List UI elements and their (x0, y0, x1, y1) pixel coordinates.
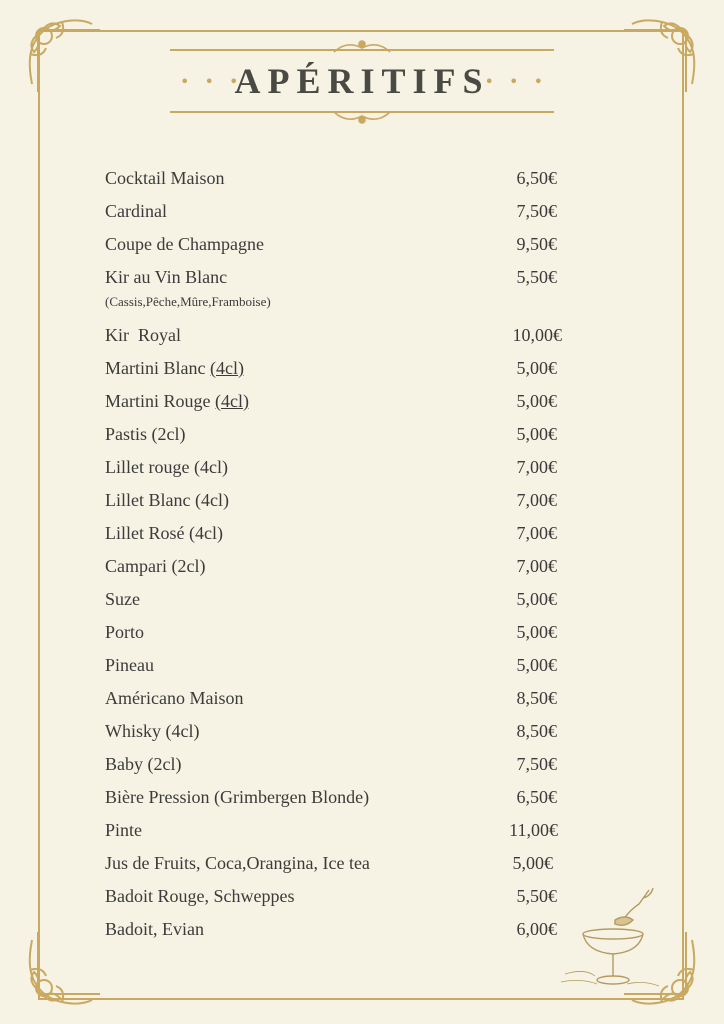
item-price: 5,50€ (516, 267, 557, 287)
item-price: 11,00€ (509, 820, 558, 840)
item-note: (Cassis,Pêche,Mûre,Framboise) (105, 294, 271, 309)
menu-item (105, 166, 565, 199)
item-name-wrap (105, 358, 244, 379)
item-name-wrap (105, 391, 249, 412)
item-price: 7,00€ (516, 523, 557, 543)
menu-item (105, 818, 565, 851)
item-name: Campari (2cl) (105, 556, 206, 576)
title-dots-left: • • • (180, 72, 244, 91)
menu-item (105, 587, 565, 620)
item-price: 8,50€ (516, 688, 557, 708)
item-price: 5,00€ (516, 655, 557, 675)
menu-item (105, 356, 565, 389)
menu-item (105, 653, 565, 686)
menu-item (105, 455, 565, 488)
menu-item (105, 554, 565, 587)
item-price: 5,00€ (516, 391, 557, 411)
corner-ornament-icon (22, 14, 102, 94)
menu-item (105, 719, 565, 752)
item-price: 6,50€ (516, 168, 557, 188)
item-name: Pinte (105, 820, 143, 840)
menu-item (105, 884, 565, 917)
item-price: 5,00€ (516, 622, 557, 642)
item-price: 7,00€ (516, 490, 557, 510)
item-price: 6,00€ (516, 919, 557, 939)
item-name: Jus de Fruits, Coca,Orangina, Ice tea (105, 853, 370, 873)
item-name: Baby (2cl) (105, 754, 182, 774)
item-price: 5,00€ (516, 424, 557, 444)
item-size: (4cl) (209, 358, 244, 378)
menu-item (105, 199, 565, 232)
item-price: 10,00€ (512, 325, 562, 345)
item-name: Lillet Blanc (4cl) (105, 490, 229, 510)
item-price: 5,00€ (516, 358, 557, 378)
flourish-icon (332, 108, 392, 126)
item-price: 5,00€ (512, 853, 553, 873)
item-price: 5,50€ (516, 886, 557, 906)
item-name: Suze (105, 589, 140, 609)
menu-item (105, 232, 565, 265)
menu-item (105, 620, 565, 653)
title-block (170, 38, 554, 126)
corner-ornament-icon (22, 930, 102, 1010)
item-size: (4cl) (215, 391, 249, 411)
item-price: 7,50€ (516, 754, 557, 774)
item-name: Porto (105, 622, 145, 642)
flourish-icon (332, 38, 392, 56)
menu-list (105, 166, 565, 950)
menu-item (105, 785, 565, 818)
item-name: Pineau (105, 655, 154, 675)
page-title: APÉRITIFS (234, 61, 490, 101)
item-name: Coupe de Champagne (105, 234, 264, 254)
menu-item (105, 752, 565, 785)
item-name: Badoit Rouge, Schweppes (105, 886, 295, 906)
menu-item (105, 323, 565, 356)
item-name: Bière Pression (Grimbergen Blonde) (105, 787, 370, 807)
menu-item (105, 265, 565, 323)
item-name: Lillet Rosé (4cl) (105, 523, 223, 543)
menu-item (105, 686, 565, 719)
item-price: 7,00€ (516, 556, 557, 576)
item-name: Kir au Vin Blanc (105, 267, 228, 287)
menu-item (105, 488, 565, 521)
item-name: Kir Royal (105, 325, 181, 345)
title-rule-top (170, 49, 554, 51)
item-name: Cocktail Maison (105, 168, 225, 188)
item-price: 7,00€ (516, 457, 557, 477)
item-name: Lillet rouge (4cl) (105, 457, 228, 477)
item-name: Whisky (4cl) (105, 721, 200, 741)
item-name: Martini Blanc (105, 358, 206, 378)
corner-ornament-icon (622, 14, 702, 94)
champagne-glass-icon (555, 884, 665, 992)
item-price: 8,50€ (516, 721, 557, 741)
item-name: Badoit, Evian (105, 919, 204, 939)
item-name: Pastis (2cl) (105, 424, 186, 444)
title-dots-right: • • • (484, 72, 548, 91)
menu-item (105, 521, 565, 554)
menu-item (105, 389, 565, 422)
menu-item (105, 422, 565, 455)
item-name: Martini Rouge (105, 391, 211, 411)
item-price: 5,00€ (516, 589, 557, 609)
item-price: 6,50€ (516, 787, 557, 807)
item-price: 9,50€ (516, 234, 557, 254)
item-name: Cardinal (105, 201, 167, 221)
item-name: Américano Maison (105, 688, 244, 708)
menu-item (105, 851, 565, 884)
item-price: 7,50€ (516, 201, 557, 221)
menu-item (105, 917, 565, 950)
